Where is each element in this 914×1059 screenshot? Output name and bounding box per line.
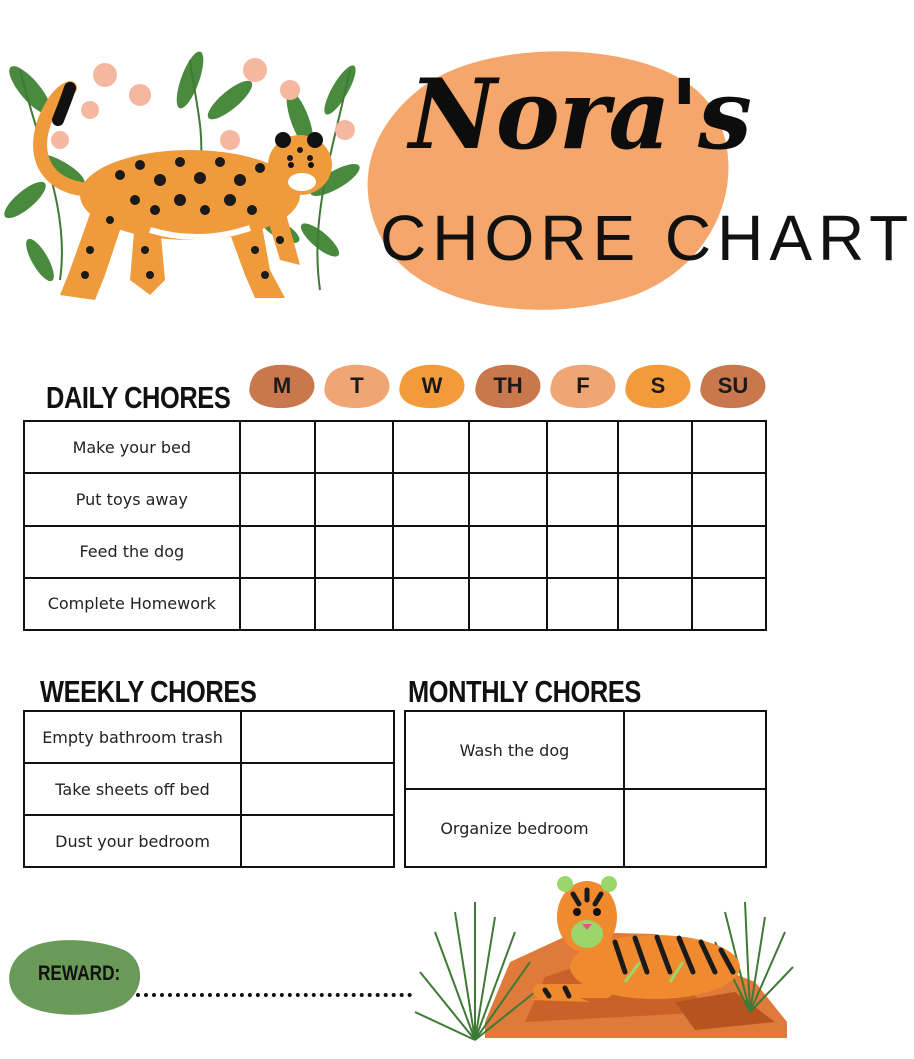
chore-label: Wash the dog [405,711,624,789]
checkbox-cell[interactable] [692,578,766,630]
table-row [24,526,766,578]
chart-title: CHORE CHART [380,202,914,274]
table-row [24,815,394,867]
reward-label: REWARD: [38,962,121,985]
checkbox-cell[interactable] [547,473,619,525]
checkbox-cell[interactable] [240,421,316,473]
checkbox-cell[interactable] [315,473,393,525]
day-tuesday: T [323,363,391,409]
weekly-chores-table [23,710,395,868]
checkbox-cell[interactable] [240,526,316,578]
checkbox-cell[interactable] [547,578,619,630]
checkbox-cell[interactable] [393,578,469,630]
checkbox-cell[interactable] [469,578,547,630]
day-thursday: TH [474,363,542,409]
checkbox-cell[interactable] [315,526,393,578]
chore-label: Feed the dog [24,526,240,578]
checkbox-cell[interactable] [393,421,469,473]
tiger-illustration [415,872,794,1042]
checkbox-cell[interactable] [692,473,766,525]
reward-input-line[interactable] [136,993,412,997]
checkbox-cell[interactable] [618,526,692,578]
chore-label: Complete Homework [24,578,240,630]
checkbox-cell[interactable] [469,526,547,578]
table-row [405,789,766,867]
chore-label: Empty bathroom trash [24,711,241,763]
table-row [24,763,394,815]
day-sunday: SU [699,363,767,409]
daily-chores-table [23,420,767,631]
chore-label: Make your bed [24,421,240,473]
chore-label: Take sheets off bed [24,763,241,815]
checkbox-cell[interactable] [241,763,394,815]
daily-chores-heading: DAILY CHORES [46,380,231,415]
checkbox-cell[interactable] [241,711,394,763]
checkbox-cell[interactable] [692,526,766,578]
monthly-chores-heading: MONTHLY CHORES [408,674,641,709]
checkbox-cell[interactable] [240,578,316,630]
chore-label: Put toys away [24,473,240,525]
checkbox-cell[interactable] [240,473,316,525]
checkbox-cell[interactable] [624,789,766,867]
day-monday: M [248,363,316,409]
checkbox-cell[interactable] [393,473,469,525]
checkbox-cell[interactable] [315,421,393,473]
checkbox-cell[interactable] [547,421,619,473]
checkbox-cell[interactable] [618,421,692,473]
table-row [405,711,766,789]
checkbox-cell[interactable] [618,578,692,630]
checkbox-cell[interactable] [241,815,394,867]
day-wednesday: W [398,363,466,409]
table-row [24,578,766,630]
checkbox-cell[interactable] [315,578,393,630]
checkbox-cell[interactable] [547,526,619,578]
table-row [24,421,766,473]
checkbox-cell[interactable] [624,711,766,789]
checkbox-cell[interactable] [618,473,692,525]
table-row [24,473,766,525]
jaguar-illustration [0,50,370,325]
chore-label: Organize bedroom [405,789,624,867]
chart-owner-name: Nora's [409,58,751,171]
checkbox-cell[interactable] [469,473,547,525]
monthly-chores-table [404,710,767,868]
day-saturday: S [624,363,692,409]
checkbox-cell[interactable] [692,421,766,473]
day-friday: F [549,363,617,409]
weekly-chores-heading: WEEKLY CHORES [40,674,257,709]
chore-label: Dust your bedroom [24,815,241,867]
checkbox-cell[interactable] [393,526,469,578]
checkbox-cell[interactable] [469,421,547,473]
table-row [24,711,394,763]
